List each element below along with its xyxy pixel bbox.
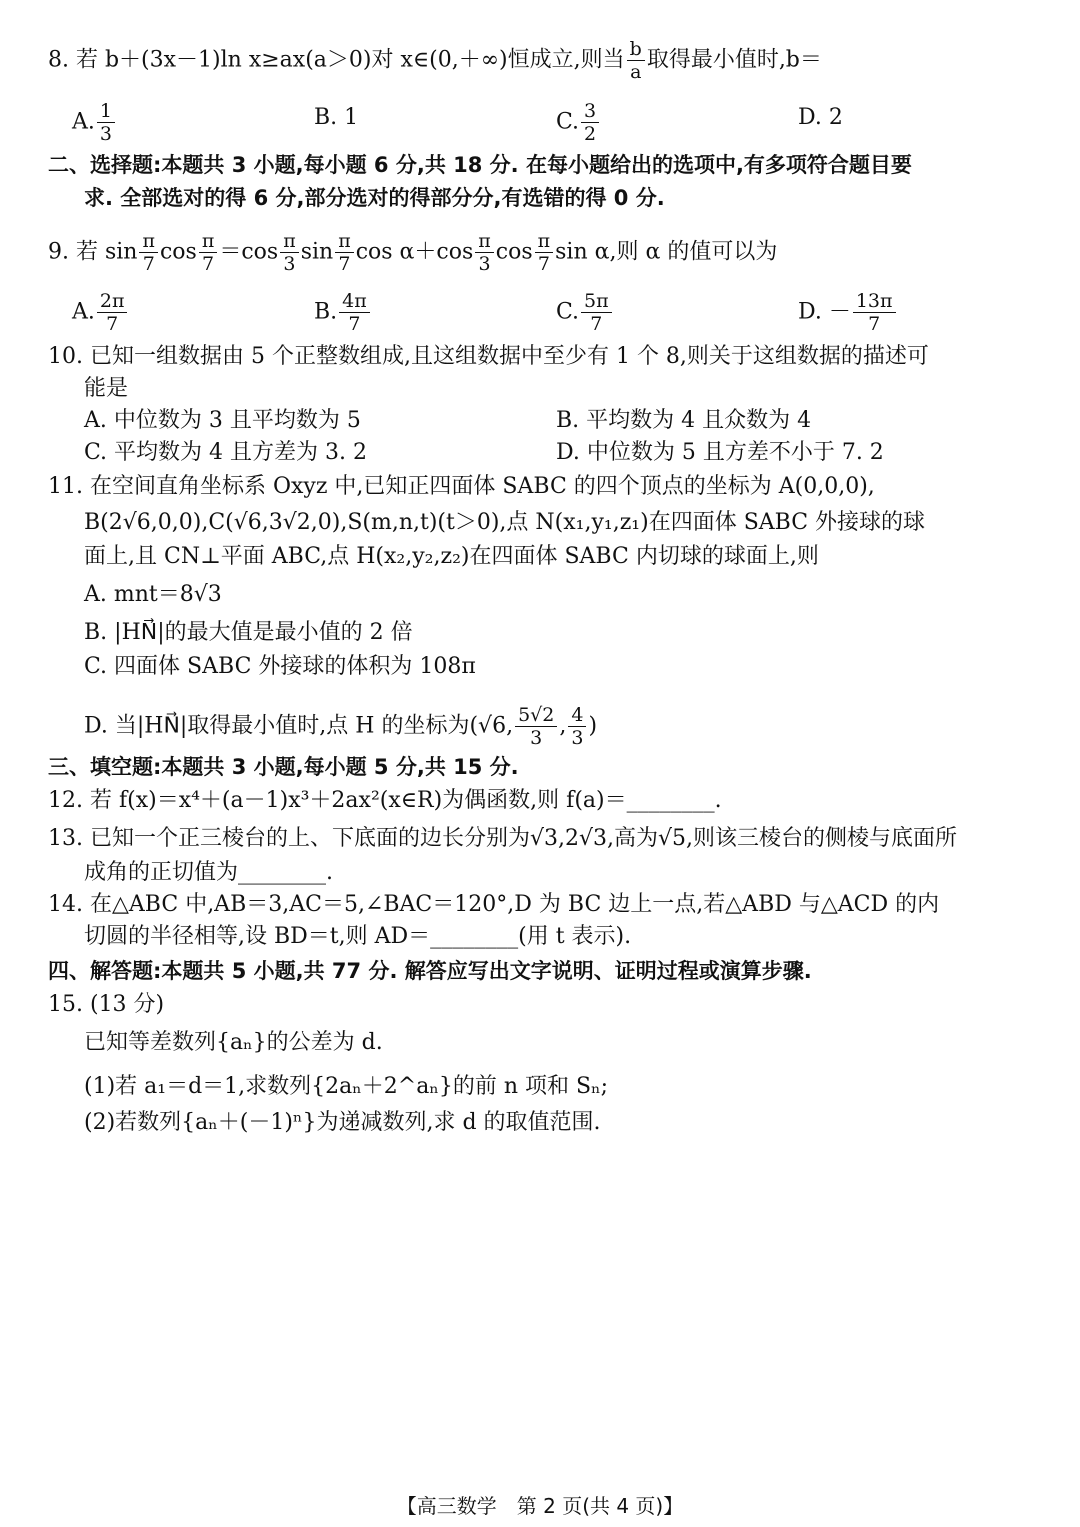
q11-opt-d-frac1-num: 5√2 xyxy=(515,704,557,727)
q9-frac-num: π xyxy=(280,230,299,253)
question-11-stem-cont2: 面上,且 CN⊥平面 ABC,点 H(x₂,y₂,z₂)在四面体 SABC 内切球的球面上,则 xyxy=(84,544,819,569)
question-15-head: 15. (13 分) xyxy=(48,992,165,1017)
q9-opt-b-frac xyxy=(339,290,370,335)
section-2-heading-cont: 求. 全部选对的得 6 分,部分选对的得部分分,有选错的得 0 分. xyxy=(84,186,665,210)
q11-opt-d-frac2 xyxy=(568,704,586,749)
question-8-stem xyxy=(48,38,822,83)
question-15-part-1: (1)若 a₁＝d＝1,求数列{2aₙ＋2^aₙ}的前 n 项和 Sₙ; xyxy=(84,1074,609,1099)
q9-frac-num: π xyxy=(475,230,494,253)
question-13-stem-cont: 成角的正切值为________. xyxy=(84,860,333,885)
q8-frac-num: b xyxy=(627,38,645,61)
q8-opt-c-den: 2 xyxy=(584,123,597,145)
q9-opt-c-num: 5π xyxy=(581,290,612,313)
q8-stem-part: 8. 若 b＋(3x－1)ln x≥ax(a＞0)对 x∈(0,＋∞)恒成立,则当 xyxy=(48,47,625,73)
q8-stem-part: 取得最小值时,b＝ xyxy=(646,47,822,73)
q9-frac xyxy=(139,230,158,275)
q9-frac-den: 7 xyxy=(142,253,155,275)
question-15-stem: 已知等差数列{aₙ}的公差为 d. xyxy=(84,1030,383,1055)
q9-frac-den: 7 xyxy=(338,253,351,275)
q9-frac-num: π xyxy=(335,230,354,253)
q8-frac-den: a xyxy=(630,61,642,83)
q11-opt-d-frac2-den: 3 xyxy=(571,727,584,749)
q9-opt-c-frac xyxy=(581,290,612,335)
page-footer: 【高三数学 第 2 页(共 4 页)】 xyxy=(396,1494,684,1518)
q8-option-d: D. 2 xyxy=(798,105,843,130)
q10-option-b: B. 平均数为 4 且众数为 4 xyxy=(556,408,812,433)
q9-opt-a-frac xyxy=(97,290,128,335)
q8-opt-a-den: 3 xyxy=(99,123,112,145)
q9-part: sin α,则 α 的值可以为 xyxy=(555,239,778,265)
question-9-stem xyxy=(48,230,777,275)
q9-opt-d-frac xyxy=(853,290,896,335)
q11-option-c: C. 四面体 SABC 外接球的体积为 108π xyxy=(84,654,476,679)
q8-opt-c-label: C. xyxy=(556,109,580,135)
q9-frac-num: π xyxy=(199,230,218,253)
q9-frac-num: π xyxy=(535,230,554,253)
question-14-stem: 14. 在△ABC 中,AB＝3,AC＝5,∠BAC＝120°,D 为 BC 边上一点,若△ABD 与△ACD 的内 xyxy=(48,892,940,917)
q10-option-a: A. 中位数为 3 且平均数为 5 xyxy=(84,408,361,433)
q9-opt-b-num: 4π xyxy=(339,290,370,313)
q9-frac xyxy=(199,230,218,275)
q11-option-b: B. |HN⃗|的最大值是最小值的 2 倍 xyxy=(84,620,413,645)
q8-opt-c-frac xyxy=(581,100,599,145)
question-12: 12. 若 f(x)＝x⁴＋(a－1)x³＋2ax²(x∈R)为偶函数,则 f(a)＝________. xyxy=(48,788,722,813)
q9-frac xyxy=(280,230,299,275)
q11-opt-d-sep: , xyxy=(559,713,567,739)
q9-opt-c-label: C. xyxy=(556,299,580,325)
question-15-part-2: (2)若数列{aₙ＋(－1)ⁿ}为递减数列,求 d 的取值范围. xyxy=(84,1110,601,1135)
section-2-heading: 二、选择题:本题共 3 小题,每小题 6 分,共 18 分. 在每小题给出的选项中,有多项符合题目要 xyxy=(48,153,912,177)
q11-opt-d-frac1 xyxy=(515,704,557,749)
q9-opt-a-den: 7 xyxy=(106,313,119,335)
q9-frac-num: π xyxy=(139,230,158,253)
question-11-stem: 11. 在空间直角坐标系 Oxyz 中,已知正四面体 SABC 的四个顶点的坐标为 A(0,0,0), xyxy=(48,474,875,499)
q8-opt-c-num: 3 xyxy=(581,100,599,123)
question-11-stem-cont: B(2√6,0,0),C(√6,3√2,0),S(m,n,t)(t＞0),点 N(x₁,y₁,z₁)在四面体 SABC 外接球的球 xyxy=(84,510,926,535)
section-4-heading: 四、解答题:本题共 5 小题,共 77 分. 解答应写出文字说明、证明过程或演算步骤. xyxy=(48,959,812,983)
q11-option-a: A. mnt＝8√3 xyxy=(84,582,222,607)
q9-part: cos xyxy=(159,239,197,265)
q9-frac-den: 7 xyxy=(202,253,215,275)
q9-part: cos xyxy=(495,239,533,265)
question-10-stem-cont: 能是 xyxy=(84,376,129,401)
q9-frac xyxy=(335,230,354,275)
q8-opt-a-label: A. xyxy=(72,109,95,135)
q9-opt-c-den: 7 xyxy=(590,313,603,335)
q10-option-d: D. 中位数为 5 且方差不小于 7. 2 xyxy=(556,440,884,465)
question-13-stem: 13. 已知一个正三棱台的上、下底面的边长分别为√3,2√3,高为√5,则该三棱台的侧棱与底面所 xyxy=(48,826,958,851)
q9-frac-den: 7 xyxy=(537,253,550,275)
q11-opt-d-part: ) xyxy=(588,713,598,739)
q9-option-b xyxy=(314,290,372,335)
q8-opt-a-frac xyxy=(97,100,115,145)
q8-opt-a-num: 1 xyxy=(97,100,115,123)
q9-option-c xyxy=(556,290,614,335)
q9-opt-d-num: 13π xyxy=(853,290,896,313)
q9-part: sin xyxy=(300,239,334,265)
q9-opt-d-label: D. － xyxy=(798,299,851,325)
q9-opt-a-label: A. xyxy=(72,299,95,325)
q9-part: 9. 若 sin xyxy=(48,239,138,265)
q8-option-b: B. 1 xyxy=(314,105,359,130)
q9-opt-d-den: 7 xyxy=(868,313,881,335)
q9-opt-a-num: 2π xyxy=(97,290,128,313)
q9-opt-b-den: 7 xyxy=(348,313,361,335)
q8-option-c xyxy=(556,100,601,145)
q9-opt-b-label: B. xyxy=(314,299,338,325)
question-10-stem: 10. 已知一组数据由 5 个正整数组成,且这组数据中至少有 1 个 8,则关于这组数据的描述可 xyxy=(48,344,929,369)
q9-frac-den: 3 xyxy=(478,253,491,275)
q9-option-d xyxy=(798,290,898,335)
q10-option-c: C. 平均数为 4 且方差为 3. 2 xyxy=(84,440,367,465)
q9-part: ＝cos xyxy=(219,239,279,265)
q9-frac xyxy=(535,230,554,275)
q9-part: cos α＋cos xyxy=(355,239,474,265)
q9-frac xyxy=(475,230,494,275)
question-14-stem-cont: 切圆的半径相等,设 BD＝t,则 AD＝________(用 t 表示). xyxy=(84,924,632,949)
q11-opt-d-frac2-num: 4 xyxy=(568,704,586,727)
q11-option-d xyxy=(84,704,597,749)
q11-opt-d-frac1-den: 3 xyxy=(530,727,543,749)
q8-option-a xyxy=(72,100,117,145)
q9-option-a xyxy=(72,290,129,335)
q11-opt-d-part: D. 当|HN⃗|取得最小值时,点 H 的坐标为(√6, xyxy=(84,713,514,739)
section-3-heading: 三、填空题:本题共 3 小题,每小题 5 分,共 15 分. xyxy=(48,755,519,779)
q9-frac-den: 3 xyxy=(283,253,296,275)
q8-fraction xyxy=(627,38,645,83)
